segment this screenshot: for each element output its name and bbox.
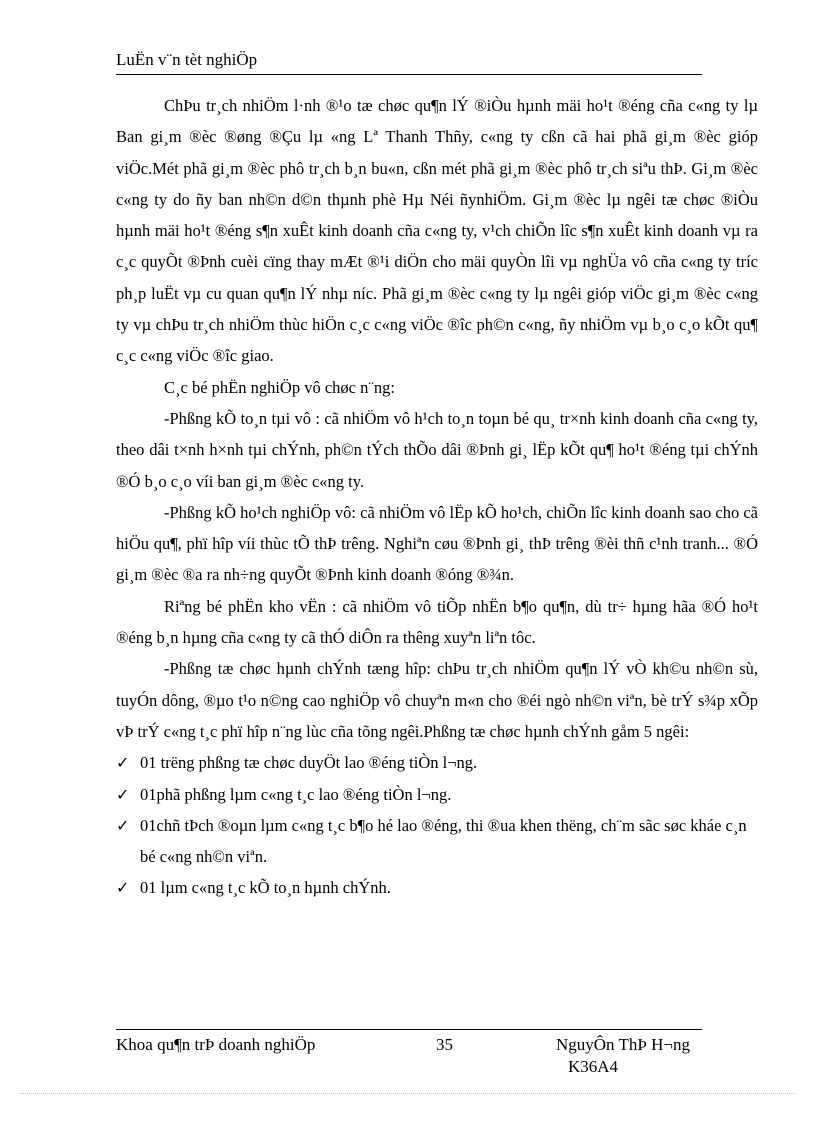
footer-faculty: Khoa qu¶n trÞ doanh nghiÖp: [116, 1035, 316, 1054]
page-bottom-dotted-line: [20, 1093, 796, 1094]
staff-list: [116, 747, 758, 903]
footer-author-block: [556, 1034, 690, 1078]
list-item: [116, 747, 758, 778]
list-item: [116, 872, 758, 903]
footer-class-code: K36A4: [568, 1057, 619, 1076]
check-icon: ✓: [116, 753, 130, 773]
list-item-text: 01chñ tÞch ®oµn lµm c«ng t¸c b¶o hé lao ®éng, thi ®ua khen thëng, ch¨m sãc søc kháe c¸n bé c«ng nh©n viªn.: [140, 815, 747, 867]
check-icon: ✓: [116, 815, 130, 835]
list-item: [116, 810, 758, 873]
page-number: 35: [436, 1035, 453, 1054]
footer-divider: [116, 1029, 702, 1030]
paragraph-management: ChÞu tr¸ch nhiÖm l·nh ®¹o tæ chøc qu¶n lÝ ®iÒu hµnh mäi ho¹t ®éng cña c«ng ty lµ Ban gi¸m ®èc ®øng ®Çu lµ «ng Lª Thanh Thñy, c«ng ty cßn cã hai phã gi¸m ®èc gióp viÖc.Mét phã gi¸m ®èc phô tr¸ch b¸n bu«n, cßn mét phã gi¸m ®èc phô tr¸ch siªu thÞ. Gi¸m ®èc c«ng ty do ñy ban nh©n d©n thµnh phè Hµ Néi ñynhiÖm. Gi¸m ®èc lµ ngêi tæ chøc ®iÒu hµnh mäi ho¹t ®éng s¶n xuÊt kinh doanh cña c«ng ty, v¹ch chiÕn lîc s¶n xuÊt kinh doanh vµ ra c¸c quyÕt ®Þnh cuèi cïng thay mÆt ®¹i diÖn cho mäi quyÒn lîi vµ nghÜa vô cña c«ng ty tríc ph¸p luËt vµ cu quan qu¶n lÝ nhµ níc. Phã gi¸m ®èc c«ng ty lµ ngêi gióp viÖc gi¸m ®èc c«ng ty vµ chÞu tr¸ch nhiÖm thùc hiÖn c¸c c«ng viÖc ®îc ph©n c«ng, ñy nhiÖm vµ b¸o c¸o kÕt qu¶ c¸c c«ng viÖc ®îc giao.: [116, 96, 758, 366]
list-item-text: 01 trëng phßng tæ chøc duyÖt lao ®éng tiÒn l¬ng.: [140, 753, 478, 773]
paragraph-planning: -Phßng kÕ ho¹ch nghiÖp vô: cã nhiÖm vô lËp kÕ ho¹ch, chiÕn lîc kinh doanh sao cho cã hiÖu qu¶, phï hîp víi thùc tÕ thÞ trêng. Nghiªn cøu ®Þnh gi¸ thÞ trêng ®èi thñ c¹nh tranh... ®Ó gi¸m ®èc ®a ra nh÷ng quyÕt ®Þnh kinh doanh ®óng ®¾n.: [116, 502, 758, 585]
list-item-text: 01phã phßng lµm c«ng t¸c lao ®éng tiÒn l¬ng.: [140, 784, 452, 804]
paragraph-accounting: -Phßng kÕ to¸n tµi vô : cã nhiÖm vô h¹ch to¸n toµn bé qu¸ tr×nh kinh doanh cña c«ng ty, theo dâi t×nh h×nh tµi chÝnh, ph©n tÝch thÕo dâi ®Þnh gi¸ lËp kÕt qu¶ ho¹t ®éng tµi chÝnh ®Ó b¸o c¸o víi ban gi¸m ®èc c«ng ty.: [116, 408, 758, 491]
check-icon: ✓: [116, 784, 130, 804]
list-item: [116, 779, 758, 810]
paragraph-departments-heading: C¸c bé phËn nghiÖp vô chøc n¨ng:: [164, 377, 395, 397]
document-body: [116, 90, 758, 904]
paragraph-admin: -Phßng tæ chøc hµnh chÝnh tæng hîp: chÞu tr¸ch nhiÖm qu¶n lÝ vÒ kh©u nh©n sù, tuyÓn dông, ®µo t¹o n©ng cao nghiÖp vô chuyªn m«n cho ®éi ngò nh©n viªn, bè trÝ s¾p xÕp vÞ trÝ c«ng t¸c phï hîp n¨ng lùc cña tõng ngêi.Phßng tæ chøc hµnh chÝnh gåm 5 ngêi:: [116, 659, 758, 741]
check-icon: ✓: [116, 878, 130, 898]
page-header: [116, 50, 702, 75]
list-item-text: 01 lµm c«ng t¸c kÕ to¸n hµnh chÝnh.: [140, 878, 391, 898]
header-title: LuËn v¨n tèt nghiÖp: [116, 50, 258, 69]
footer-author: NguyÔn ThÞ H¬ng: [556, 1035, 690, 1054]
paragraph-warehouse: Riªng bé phËn kho vËn : cã nhiÖm vô tiÕp nhËn b¶o qu¶n, dù tr÷ hµng hãa ®Ó ho¹t ®éng b¸n hµng cña c«ng ty cã thÓ diÔn ra thêng xuyªn liªn tôc.: [116, 596, 758, 648]
